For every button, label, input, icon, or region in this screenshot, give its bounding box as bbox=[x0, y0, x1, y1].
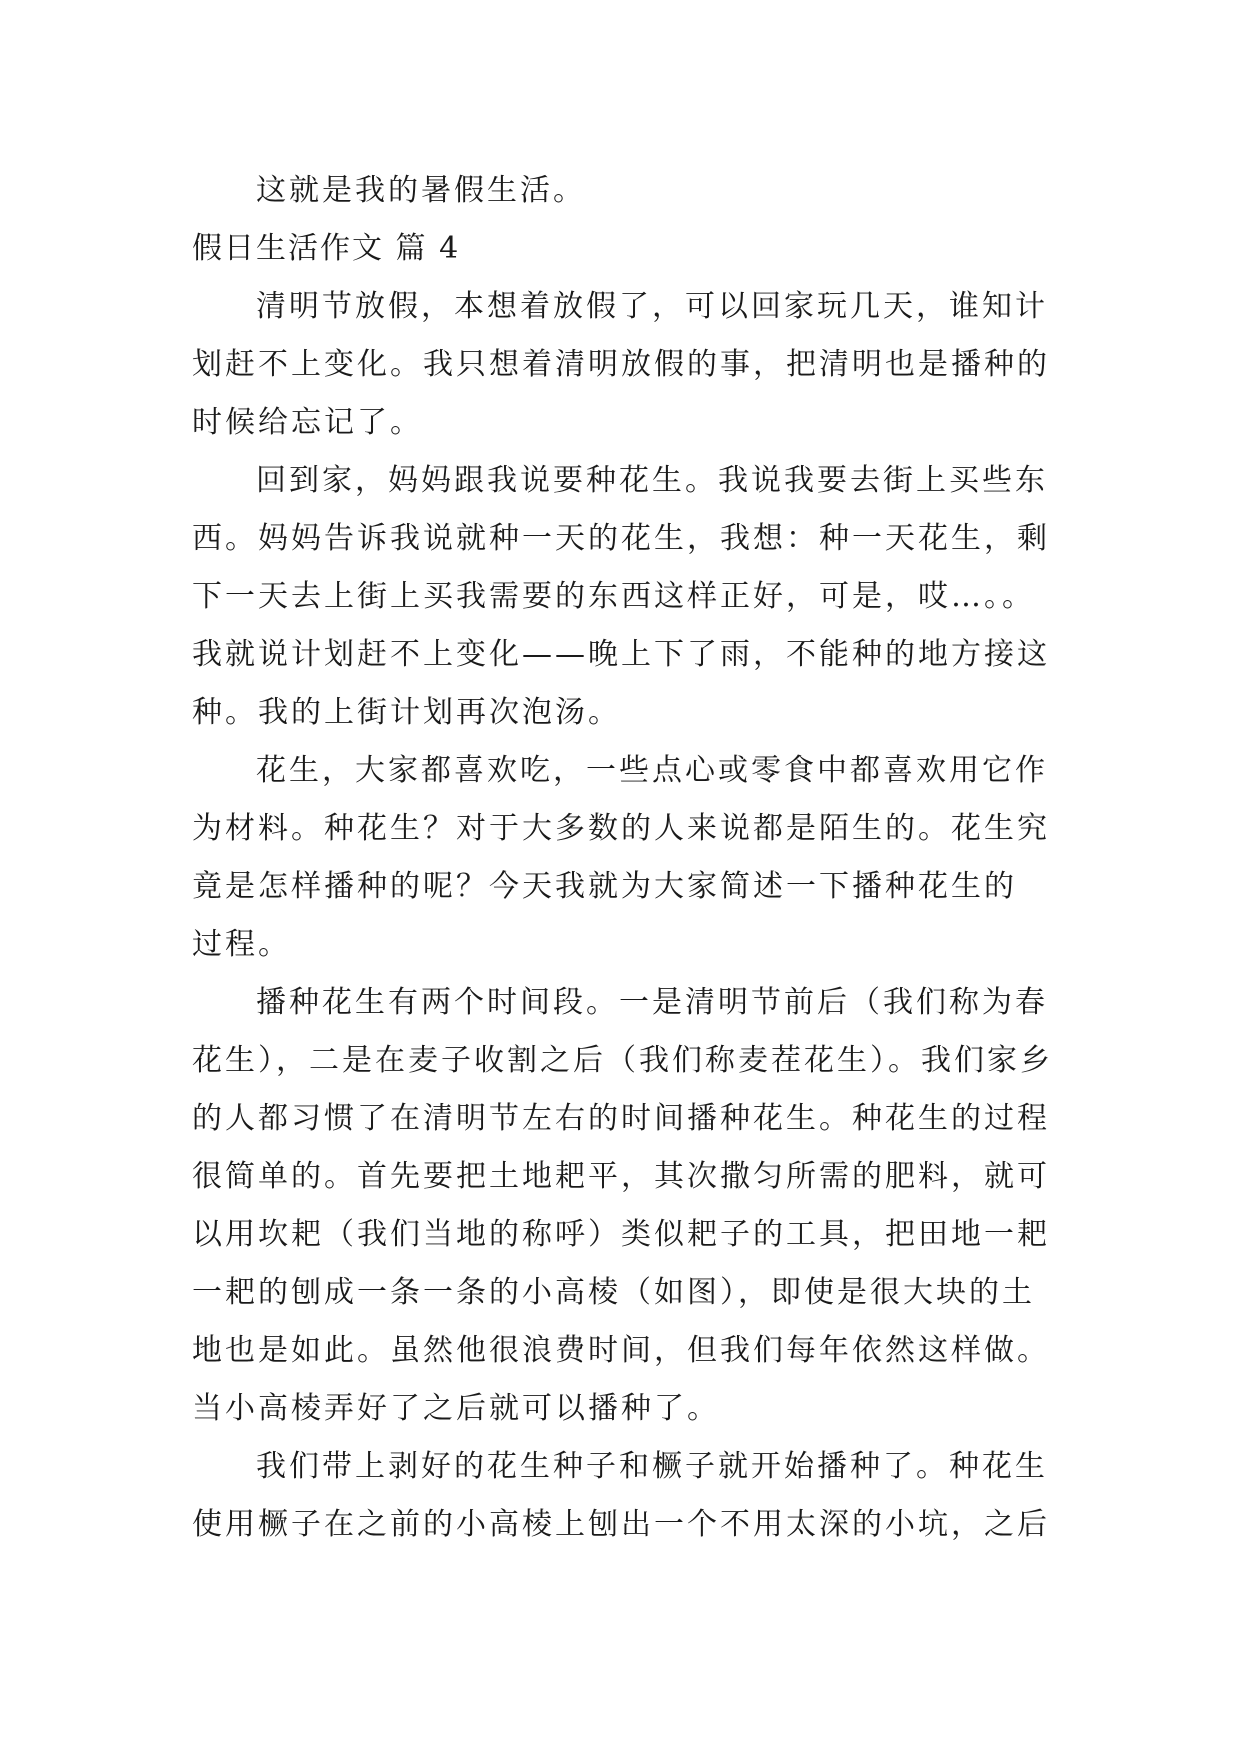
paragraph-line: 划赶不上变化。我只想着清明放假的事，把清明也是播种的 bbox=[192, 347, 1050, 382]
paragraph bbox=[192, 452, 1072, 742]
paragraph bbox=[192, 974, 1072, 1438]
section-heading: 假日生活作文 篇 4 bbox=[192, 231, 461, 266]
paragraph-line: 回到家，妈妈跟我说要种花生。我说我要去街上买些东 bbox=[256, 463, 1048, 498]
paragraph-line: 的人都习惯了在清明节左右的时间播种花生。种花生的过程 bbox=[192, 1101, 1050, 1136]
paragraph bbox=[192, 278, 1072, 452]
paragraph-line: 以用坎耙（我们当地的称呼）类似耙子的工具，把田地一耙 bbox=[192, 1217, 1050, 1252]
paragraph-line: 很简单的。首先要把土地耙平，其次撒匀所需的肥料，就可 bbox=[192, 1159, 1050, 1194]
paragraph-line: 我们带上剥好的花生种子和橛子就开始播种了。种花生 bbox=[256, 1449, 1048, 1484]
paragraph-line: 种。我的上街计划再次泡汤。 bbox=[192, 695, 621, 730]
paragraph-line: 花生，大家都喜欢吃，一些点心或零食中都喜欢用它作 bbox=[256, 753, 1048, 788]
paragraph-line: 播种花生有两个时间段。一是清明节前后（我们称为春 bbox=[256, 985, 1048, 1020]
paragraph-line: 当小高棱弄好了之后就可以播种了。 bbox=[192, 1391, 720, 1426]
paragraph-line: 我就说计划赶不上变化——晚上下了雨，不能种的地方接这 bbox=[192, 637, 1050, 672]
paragraph bbox=[192, 742, 1072, 974]
paragraph-line: 使用橛子在之前的小高棱上刨出一个不用太深的小坑，之后 bbox=[192, 1507, 1050, 1542]
paragraph bbox=[192, 1438, 1072, 1554]
paragraph-line: 过程。 bbox=[192, 927, 291, 962]
paragraph-line: 下一天去上街上买我需要的东西这样正好，可是，哎…。。 bbox=[192, 579, 1035, 614]
intro-line: 这就是我的暑假生活。 bbox=[256, 173, 586, 208]
paragraph-line: 西。妈妈告诉我说就种一天的花生，我想：种一天花生，剩 bbox=[192, 521, 1050, 556]
paragraph-line: 清明节放假，本想着放假了，可以回家玩几天，谁知计 bbox=[256, 289, 1048, 324]
paragraph-line: 地也是如此。虽然他很浪费时间，但我们每年依然这样做。 bbox=[192, 1333, 1050, 1368]
paragraph-line: 时候给忘记了。 bbox=[192, 405, 423, 440]
document-body bbox=[192, 162, 1072, 1554]
paragraph-line: 一耙的刨成一条一条的小高棱（如图），即使是很大块的土 bbox=[192, 1275, 1035, 1310]
paragraph-line: 为材料。种花生？对于大多数的人来说都是陌生的。花生究 bbox=[192, 811, 1050, 846]
paragraph-line: 花生），二是在麦子收割之后（我们称麦茬花生）。我们家乡 bbox=[192, 1043, 1053, 1078]
paragraph-line: 竟是怎样播种的呢？今天我就为大家简述一下播种花生的 bbox=[192, 869, 1017, 904]
